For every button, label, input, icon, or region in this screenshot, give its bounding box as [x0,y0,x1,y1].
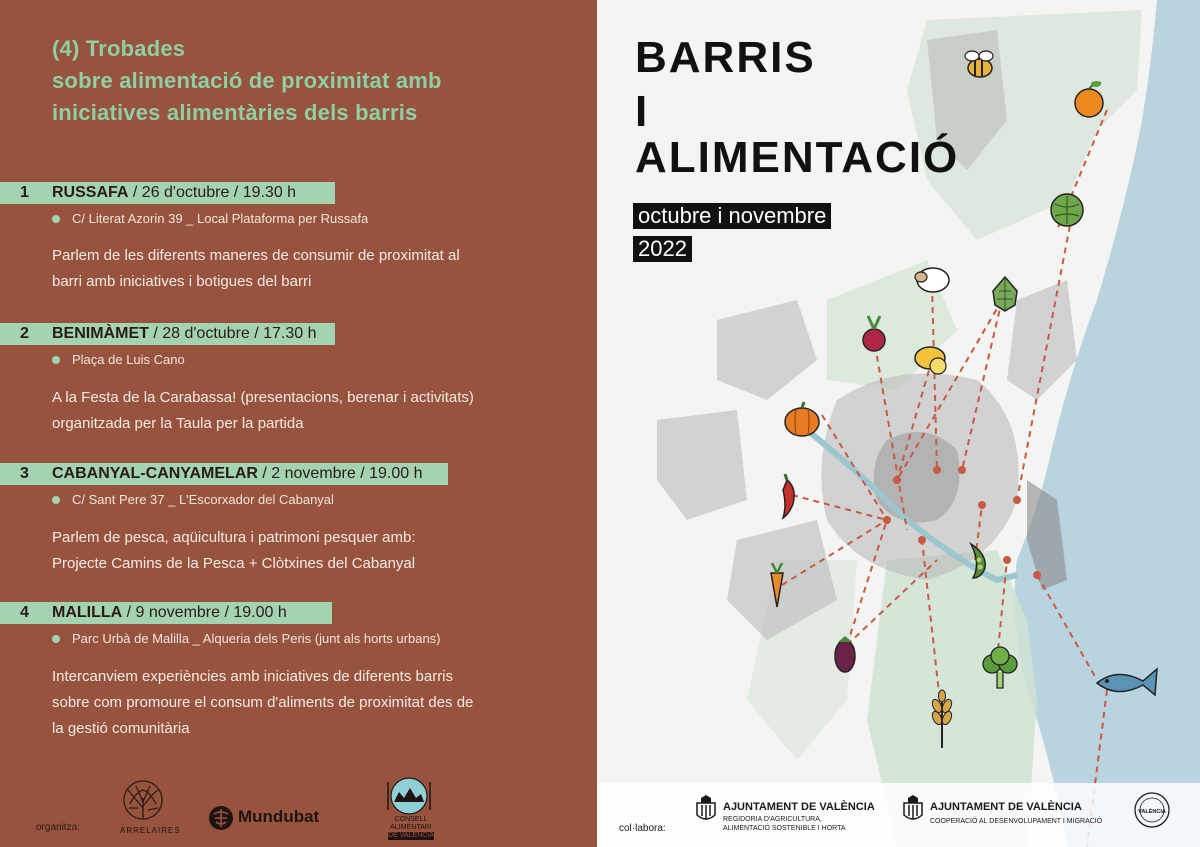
valencia-crest-icon [695,795,717,825]
event-3-header [52,463,422,485]
collabora-label: col·labora: [619,823,666,834]
svg-text:VALÈNCIA: VALÈNCIA [1138,809,1166,815]
title-line-1: BARRIS [635,33,816,82]
event-2-number: 2 [20,325,29,342]
department-line: ALIMENTACIÓ SOSTENIBLE I HORTA [723,825,846,832]
event-1-bullet [52,215,60,223]
event-2-place: Plaça de Luis Cano [72,352,185,367]
event-3-description [52,525,582,577]
ajuntament-name-1: AJUNTAMENT DE VALÈNCIA [723,801,875,813]
event-4-desc-line: la gestió comunitària [52,720,190,737]
title-line-2: I [635,87,650,136]
bee-icon [965,51,993,77]
event-3-desc-line: Projecte Camins de la Pesca + Clòtxines del Cabanyal [52,555,416,572]
event-4-date: / 9 novembre / 19.00 h [122,604,287,621]
subtitle-months: octubre i novembre [633,203,831,229]
event-2-header [52,323,317,345]
event-4-desc-line: Intercanviem experiències amb iniciatives de diferents barris [52,668,454,685]
lemon-icon [915,347,946,374]
consell-alimentari-name [388,816,434,840]
event-4-header [52,602,287,624]
event-4-desc-line: sobre com promoure el consum d'aliments de proximitat des de [52,694,474,711]
event-3-place: C/ Sant Pere 37 _ L'Escorxador del Cabanyal [72,492,334,507]
cabbage-icon [1051,194,1083,226]
event-3-name: CABANYAL-CANYAMELAR [52,465,258,482]
heading-line-2: sobre alimentació de proximitat amb [52,68,442,93]
heading-line-3: iniciatives alimentàries dels barris [52,100,418,125]
event-2-bullet [52,356,60,364]
event-4-number: 4 [20,604,29,621]
city-map [597,0,1200,847]
ajuntament-department-1 [723,815,846,833]
event-3-bullet [52,496,60,504]
event-1-desc-line: barri amb iniciatives i botigues del barri [52,273,312,290]
chili-icon [783,474,794,518]
event-2-date: / 28 d'octubre / 17.30 h [148,325,317,342]
justicia-global-seal [1133,791,1171,829]
sponsors-footer [597,783,1200,847]
subtitle-year: 2022 [633,236,692,262]
organitza-label: organitza: [36,822,80,833]
event-2-description [52,385,582,437]
event-1-desc-line: Parlem de les diferents maneres de consumir de proximitat al [52,247,460,264]
event-1-description [52,243,582,295]
ajuntament-department-2: COOPERACIÓ AL DESENVOLUPAMENT I MIGRACIÓ [930,818,1103,825]
event-4-bullet [52,635,60,643]
event-1-number: 1 [20,184,29,201]
consell-line: DE VALÈNCIA [388,832,434,839]
arrelaires-logo [118,778,168,822]
event-4-description [52,664,582,742]
event-2-desc-line: A la Festa de la Carabassa! (presentacions, berenar i activitats) [52,389,474,406]
event-4-name: MALILLA [52,604,123,621]
event-3-desc-line: Parlem de pesca, aqüicultura i patrimoni pesquer amb: [52,529,416,546]
event-1-name: RUSSAFA [52,184,129,201]
event-2-name: BENIMÀMET [52,325,149,342]
event-1-place: C/ Literat Azorin 39 _ Local Plataforma per Russafa [72,211,369,226]
event-3-number: 3 [20,465,29,482]
consell-line: CONSELL [394,816,428,823]
event-4-place: Parc Urbà de Malilla _ Alqueria dels Peris (junt als horts urbans) [72,631,441,646]
consell-alimentari-logo [384,776,434,816]
mundubat-name: Mundubat [238,807,320,826]
valencia-crest-icon-2 [902,795,924,825]
event-1-date: / 26 d'octubre / 19.30 h [128,184,297,201]
event-1-header [52,182,296,204]
mundubat-icon [208,805,234,831]
consell-line: ALIMENTARI [390,824,432,831]
title-line-3: ALIMENTACIÓ [635,133,960,182]
left-panel [0,0,597,847]
heading-line-1: (4) Trobades [52,36,186,61]
right-panel [597,0,1200,847]
event-2-desc-line: organitzada per la Taula per la partida [52,415,304,432]
pumpkin-icon [785,402,819,436]
event-3-date: / 2 novembre / 19.00 h [257,465,423,482]
artichoke-icon [993,277,1017,311]
ajuntament-name-2: AJUNTAMENT DE VALÈNCIA [930,801,1082,813]
department-line: REGIDORIA D'AGRICULTURA, [723,816,822,823]
arrelaires-name: ARRELAIRES [120,826,181,835]
